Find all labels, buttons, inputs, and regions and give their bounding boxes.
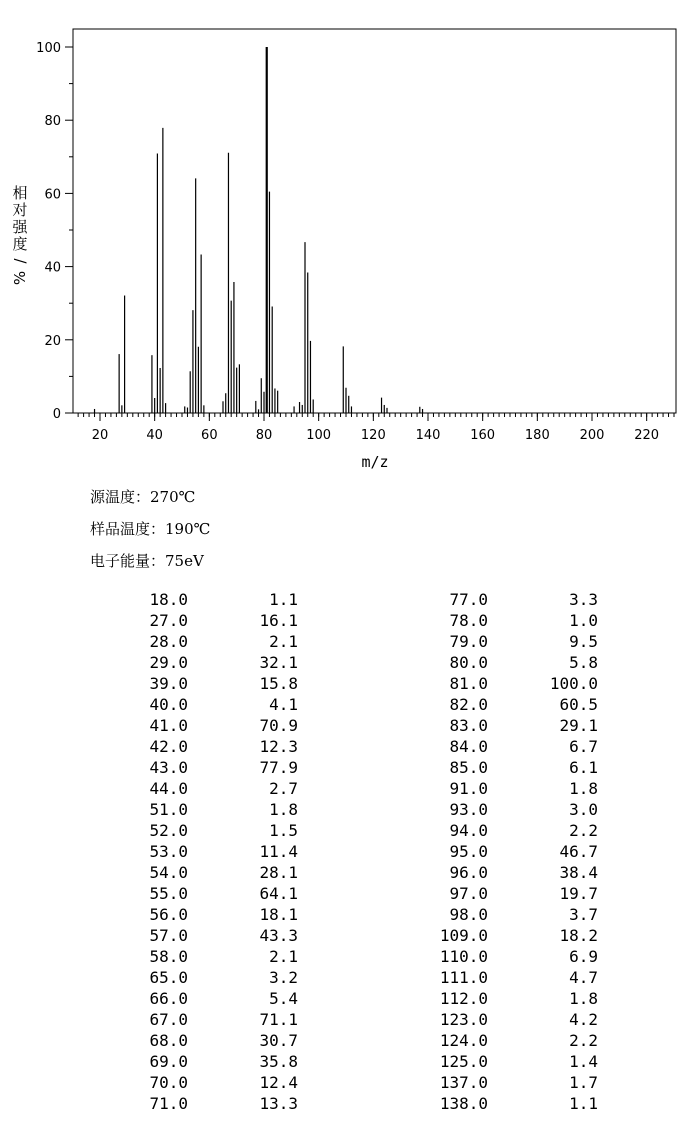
mz-cell: 56.0 bbox=[149, 905, 188, 924]
x-tick-label: 200 bbox=[579, 428, 605, 443]
mz-cell: 65.0 bbox=[149, 968, 188, 987]
mz-cell: 85.0 bbox=[449, 758, 488, 777]
y-axis-label-char: 相 bbox=[12, 184, 28, 202]
mz-cell: 138.0 bbox=[439, 1094, 488, 1113]
intensity-cell: 1.1 bbox=[569, 1094, 598, 1113]
y-tick-label: 100 bbox=[36, 41, 61, 56]
table-row bbox=[0, 716, 696, 737]
intensity-cell: 1.5 bbox=[269, 821, 298, 840]
y-tick-label: 0 bbox=[52, 407, 61, 422]
intensity-cell: 3.0 bbox=[569, 800, 598, 819]
intensity-cell: 1.0 bbox=[569, 611, 598, 630]
intensity-cell: 2.2 bbox=[569, 1031, 598, 1050]
table-row bbox=[0, 821, 696, 842]
table-row bbox=[0, 905, 696, 926]
x-tick-label: 140 bbox=[415, 428, 441, 443]
intensity-cell: 1.1 bbox=[269, 590, 298, 609]
intensity-cell: 71.1 bbox=[259, 1010, 298, 1029]
table-row bbox=[0, 632, 696, 653]
electron-energy bbox=[90, 550, 204, 571]
mz-cell: 83.0 bbox=[449, 716, 488, 735]
mz-cell: 97.0 bbox=[449, 884, 488, 903]
intensity-cell: 30.7 bbox=[259, 1031, 298, 1050]
x-minor-ticks bbox=[78, 413, 674, 417]
intensity-cell: 28.1 bbox=[259, 863, 298, 882]
mz-cell: 70.0 bbox=[149, 1073, 188, 1092]
table-row bbox=[0, 653, 696, 674]
intensity-cell: 64.1 bbox=[259, 884, 298, 903]
mz-cell: 69.0 bbox=[149, 1052, 188, 1071]
mz-cell: 55.0 bbox=[149, 884, 188, 903]
intensity-cell: 19.7 bbox=[559, 884, 598, 903]
intensity-cell: 15.8 bbox=[259, 674, 298, 693]
condition-label: 样品温度： bbox=[90, 520, 166, 538]
table-row bbox=[0, 1010, 696, 1031]
table-row bbox=[0, 968, 696, 989]
mz-cell: 79.0 bbox=[449, 632, 488, 651]
table-row bbox=[0, 1073, 696, 1094]
mz-cell: 28.0 bbox=[149, 632, 188, 651]
intensity-cell: 35.8 bbox=[259, 1052, 298, 1071]
table-row bbox=[0, 1094, 696, 1115]
mz-cell: 58.0 bbox=[149, 947, 188, 966]
intensity-cell: 5.8 bbox=[569, 653, 598, 672]
y-tick-label: 40 bbox=[44, 260, 61, 276]
intensity-cell: 4.2 bbox=[569, 1010, 598, 1029]
x-axis-label: m/z bbox=[361, 453, 389, 471]
mz-cell: 66.0 bbox=[149, 989, 188, 1008]
x-tick-label: 160 bbox=[470, 428, 496, 443]
table-row bbox=[0, 758, 696, 779]
x-tick-label: 220 bbox=[634, 428, 660, 443]
intensity-cell: 6.9 bbox=[569, 947, 598, 966]
condition-label: 电子能量： bbox=[90, 552, 166, 570]
sample-temperature bbox=[90, 518, 210, 539]
table-row bbox=[0, 590, 696, 611]
intensity-cell: 29.1 bbox=[559, 716, 598, 735]
y-tick-label: 80 bbox=[44, 114, 61, 130]
intensity-cell: 1.8 bbox=[269, 800, 298, 819]
intensity-cell: 18.2 bbox=[559, 926, 598, 945]
mz-cell: 27.0 bbox=[149, 611, 188, 630]
y-axis-label-char: % bbox=[11, 270, 29, 286]
mz-cell: 43.0 bbox=[149, 758, 188, 777]
x-tick-label: 180 bbox=[524, 428, 550, 443]
x-tick-label: 120 bbox=[360, 428, 386, 443]
mz-cell: 71.0 bbox=[149, 1094, 188, 1113]
mz-cell: 110.0 bbox=[439, 947, 488, 966]
mz-cell: 109.0 bbox=[439, 926, 488, 945]
table-row bbox=[0, 884, 696, 905]
mz-cell: 81.0 bbox=[449, 674, 488, 693]
mz-cell: 41.0 bbox=[149, 716, 188, 735]
mz-cell: 111.0 bbox=[439, 968, 488, 987]
mz-cell: 112.0 bbox=[439, 989, 488, 1008]
y-axis-ticks bbox=[36, 41, 73, 422]
table-row bbox=[0, 989, 696, 1010]
y-tick-label: 60 bbox=[44, 187, 61, 203]
table-row bbox=[0, 842, 696, 863]
intensity-cell: 1.8 bbox=[569, 779, 598, 798]
intensity-cell: 70.9 bbox=[259, 716, 298, 735]
x-tick-label: 80 bbox=[255, 428, 273, 443]
condition-label: 源温度： bbox=[90, 488, 151, 506]
table-row bbox=[0, 611, 696, 632]
y-tick-label: 20 bbox=[44, 333, 61, 349]
mz-cell: 80.0 bbox=[449, 653, 488, 672]
intensity-cell: 13.3 bbox=[259, 1094, 298, 1113]
intensity-cell: 18.1 bbox=[259, 905, 298, 924]
mz-cell: 124.0 bbox=[439, 1031, 488, 1050]
intensity-cell: 6.7 bbox=[569, 737, 598, 756]
intensity-cell: 38.4 bbox=[559, 863, 598, 882]
intensity-cell: 16.1 bbox=[259, 611, 298, 630]
intensity-cell: 32.1 bbox=[259, 653, 298, 672]
table-row bbox=[0, 779, 696, 800]
mz-cell: 93.0 bbox=[449, 800, 488, 819]
mz-cell: 96.0 bbox=[449, 863, 488, 882]
mz-cell: 95.0 bbox=[449, 842, 488, 861]
mz-cell: 51.0 bbox=[149, 800, 188, 819]
x-tick-label: 100 bbox=[306, 428, 332, 443]
mz-cell: 42.0 bbox=[149, 737, 188, 756]
table-row bbox=[0, 695, 696, 716]
mz-cell: 98.0 bbox=[449, 905, 488, 924]
intensity-cell: 1.7 bbox=[569, 1073, 598, 1092]
mz-cell: 40.0 bbox=[149, 695, 188, 714]
mz-cell: 91.0 bbox=[449, 779, 488, 798]
intensity-cell: 2.7 bbox=[269, 779, 298, 798]
intensity-cell: 12.4 bbox=[259, 1073, 298, 1092]
y-axis-label-char: 强 bbox=[12, 218, 28, 236]
table-row bbox=[0, 674, 696, 695]
y-axis-label-char: / bbox=[11, 258, 29, 264]
mz-cell: 52.0 bbox=[149, 821, 188, 840]
table-row bbox=[0, 800, 696, 821]
mz-cell: 54.0 bbox=[149, 863, 188, 882]
intensity-cell: 100.0 bbox=[549, 674, 598, 693]
y-axis-label-char: 对 bbox=[12, 201, 28, 219]
mz-cell: 123.0 bbox=[439, 1010, 488, 1029]
condition-value: 270℃ bbox=[150, 488, 196, 506]
condition-value: 190℃ bbox=[165, 520, 211, 538]
intensity-cell: 46.7 bbox=[559, 842, 598, 861]
intensity-cell: 6.1 bbox=[569, 758, 598, 777]
intensity-cell: 9.5 bbox=[569, 632, 598, 651]
mz-cell: 53.0 bbox=[149, 842, 188, 861]
intensity-cell: 60.5 bbox=[559, 695, 598, 714]
intensity-cell: 43.3 bbox=[259, 926, 298, 945]
table-row bbox=[0, 1031, 696, 1052]
table-row bbox=[0, 1052, 696, 1073]
mz-cell: 84.0 bbox=[449, 737, 488, 756]
mz-cell: 18.0 bbox=[149, 590, 188, 609]
mz-cell: 78.0 bbox=[449, 611, 488, 630]
intensity-cell: 1.4 bbox=[569, 1052, 598, 1071]
intensity-cell: 4.7 bbox=[569, 968, 598, 987]
x-tick-label: 20 bbox=[91, 428, 109, 443]
mz-cell: 57.0 bbox=[149, 926, 188, 945]
mz-cell: 82.0 bbox=[449, 695, 488, 714]
intensity-cell: 77.9 bbox=[259, 758, 298, 777]
intensity-cell: 5.4 bbox=[269, 989, 298, 1008]
mz-cell: 67.0 bbox=[149, 1010, 188, 1029]
table-row bbox=[0, 863, 696, 884]
mz-cell: 39.0 bbox=[149, 674, 188, 693]
y-axis-label-char: 度 bbox=[12, 235, 28, 253]
intensity-cell: 3.2 bbox=[269, 968, 298, 987]
intensity-cell: 3.3 bbox=[569, 590, 598, 609]
table-row bbox=[0, 947, 696, 968]
intensity-cell: 3.7 bbox=[569, 905, 598, 924]
mz-cell: 125.0 bbox=[439, 1052, 488, 1071]
intensity-cell: 11.4 bbox=[259, 842, 298, 861]
spectrum-bars bbox=[95, 47, 423, 413]
intensity-cell: 1.8 bbox=[569, 989, 598, 1008]
x-tick-label: 60 bbox=[201, 428, 218, 443]
mz-cell: 94.0 bbox=[449, 821, 488, 840]
intensity-cell: 4.1 bbox=[269, 695, 298, 714]
mz-cell: 68.0 bbox=[149, 1031, 188, 1050]
mz-cell: 77.0 bbox=[449, 590, 488, 609]
mz-cell: 137.0 bbox=[439, 1073, 488, 1092]
mz-cell: 44.0 bbox=[149, 779, 188, 798]
x-axis-ticks bbox=[92, 413, 659, 443]
mz-cell: 29.0 bbox=[149, 653, 188, 672]
intensity-cell: 2.2 bbox=[569, 821, 598, 840]
source-temperature bbox=[90, 486, 195, 507]
intensity-cell: 2.1 bbox=[269, 632, 298, 651]
condition-value: 75eV bbox=[165, 552, 204, 570]
intensity-cell: 12.3 bbox=[259, 737, 298, 756]
y-axis-label bbox=[11, 184, 29, 285]
x-tick-label: 40 bbox=[146, 428, 163, 443]
table-row bbox=[0, 926, 696, 947]
intensity-cell: 2.1 bbox=[269, 947, 298, 966]
mass-spectrum-chart bbox=[0, 0, 696, 480]
table-row bbox=[0, 737, 696, 758]
